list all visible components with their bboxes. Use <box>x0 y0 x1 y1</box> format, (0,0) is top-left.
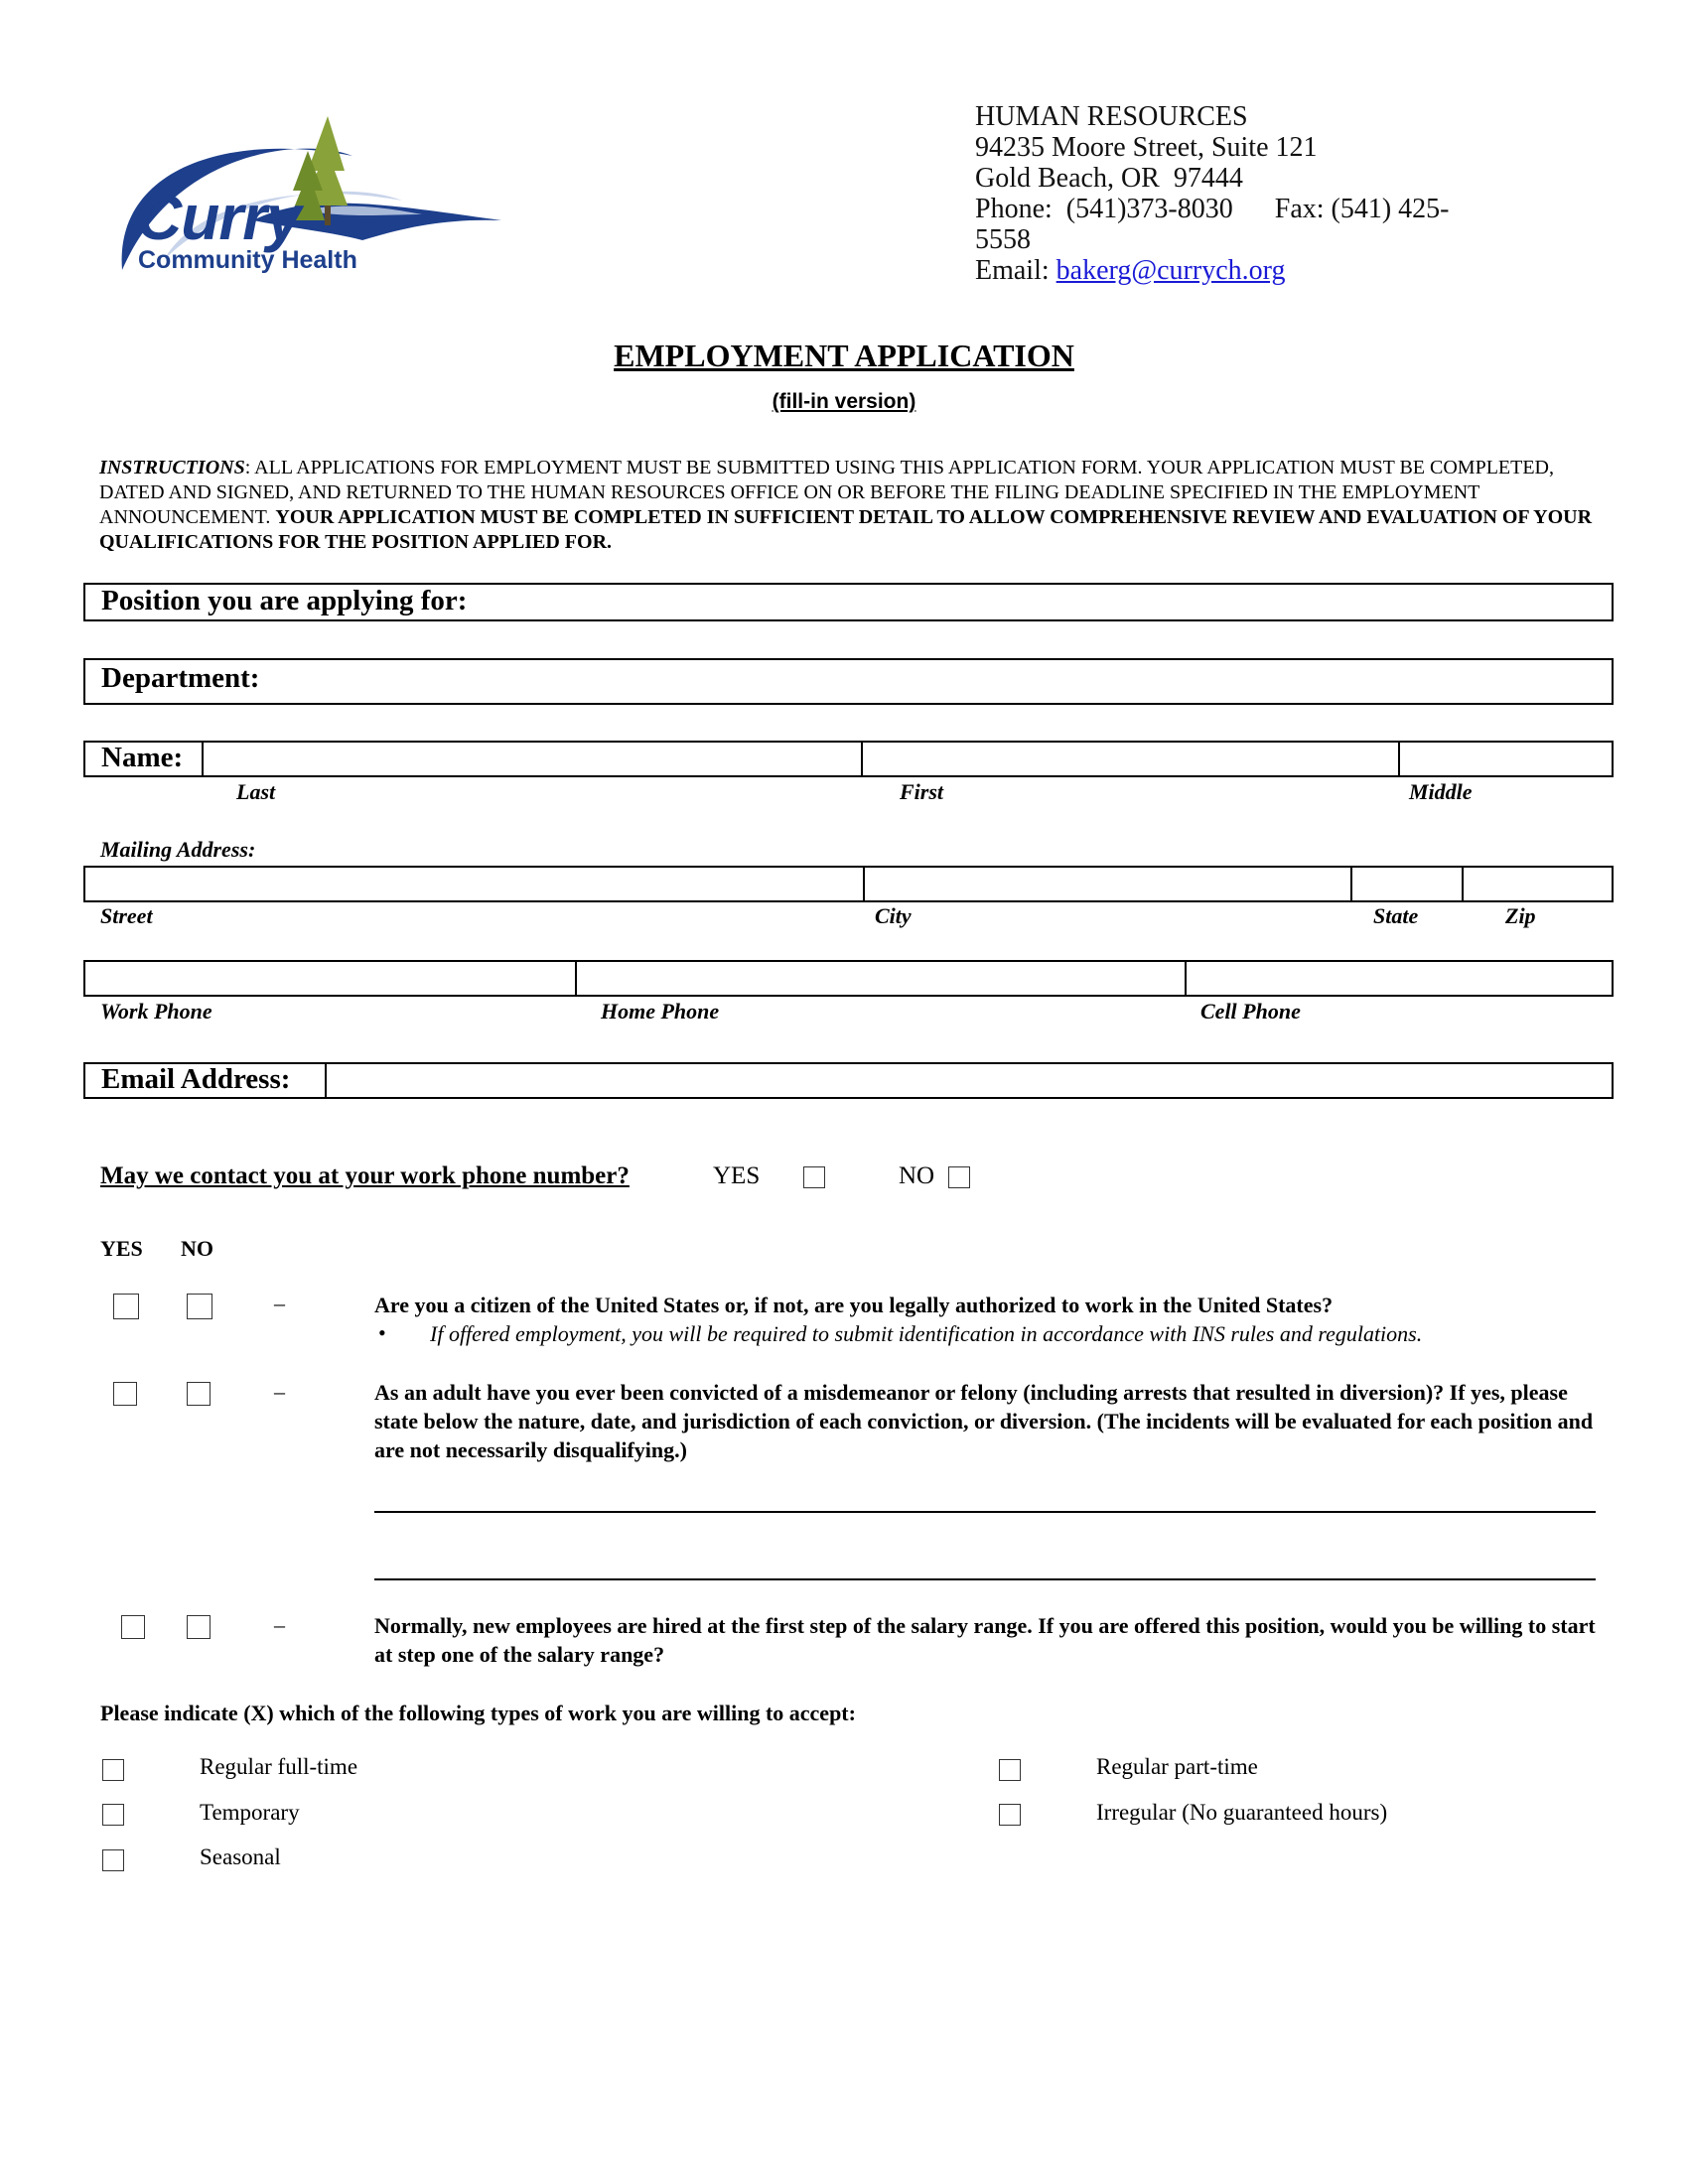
seasonal-checkbox[interactable] <box>102 1849 124 1871</box>
middle-name-input[interactable] <box>1398 743 1612 775</box>
name-row <box>83 741 1614 777</box>
contact-work-no-checkbox[interactable] <box>948 1166 970 1188</box>
mailing-address-label: Mailing Address: <box>100 837 256 862</box>
citizen-question: Are you a citizen of the United States or, if not, are you legally authorized to work in the United States? <box>374 1293 1334 1317</box>
work-phone-caption: Work Phone <box>100 999 212 1024</box>
contact-work-question: May we contact you at your work phone number? <box>100 1162 630 1189</box>
temporary-label: Temporary <box>200 1800 300 1825</box>
contact-work-yes-checkbox[interactable] <box>803 1166 825 1188</box>
home-phone-caption: Home Phone <box>601 999 720 1024</box>
no-column-header: NO <box>181 1236 213 1261</box>
salary-yes-checkbox[interactable] <box>121 1615 145 1639</box>
work-phone-input[interactable] <box>85 962 575 995</box>
first-name-input[interactable] <box>861 743 1399 775</box>
instructions <box>99 456 1599 555</box>
hr-contact-block <box>975 101 1450 286</box>
first-caption: First <box>900 779 944 804</box>
hr-email-label: Email: <box>975 255 1056 286</box>
instructions-lead: INSTRUCTIONS <box>99 457 245 478</box>
hr-city: Gold Beach, OR 97444 <box>975 163 1243 194</box>
hr-email-link[interactable]: bakerg@currych.org <box>1055 255 1286 286</box>
hr-department: HUMAN RESOURCES <box>975 101 1248 132</box>
address-row <box>83 866 1614 902</box>
instructions-body: : ALL APPLICATIONS FOR EMPLOYMENT MUST BE SUBMITTED USING THIS APPLICATION FORM. YOUR APPLICATION MUST BE COMPLETED, DATED AND SIGNED, AND RETURNED TO THE HUMAN RESOURCES OFFICE ON OR BEFORE THE FILING DEADLINE SPECIFIED IN THE EMPLOYMENT ANNOUNCEMENT. <box>99 457 1555 528</box>
zip-input[interactable] <box>1462 868 1612 900</box>
department-field[interactable] <box>83 658 1614 705</box>
city-caption: City <box>875 903 912 928</box>
zip-caption: Zip <box>1505 903 1536 928</box>
hr-phone-fax: Phone: (541)373-8030 Fax: (541) 425- <box>975 194 1450 224</box>
conviction-yes-checkbox[interactable] <box>113 1382 137 1406</box>
q3-dash: – <box>274 1612 285 1637</box>
conviction-answer-line-1[interactable] <box>374 1511 1596 1513</box>
yes-column-header: YES <box>100 1236 143 1261</box>
home-phone-input[interactable] <box>575 962 1187 995</box>
regular-part-time-checkbox[interactable] <box>999 1759 1021 1781</box>
contact-work-no-label: NO <box>899 1162 935 1189</box>
page-title <box>0 338 1688 374</box>
citizen-note: If offered employment, you will be required to submit identification in accordance with INS rules and regulations. <box>430 1321 1423 1346</box>
regular-full-time-label: Regular full-time <box>200 1754 358 1779</box>
email-label: Email Address: <box>101 1063 291 1095</box>
salary-no-checkbox[interactable] <box>187 1615 211 1639</box>
name-label: Name: <box>101 742 184 773</box>
hr-fax-continued: 5558 <box>975 224 1031 255</box>
last-name-input[interactable] <box>202 743 862 775</box>
hr-email-line <box>975 255 1450 286</box>
citizen-yes-checkbox[interactable] <box>113 1294 139 1319</box>
cell-phone-caption: Cell Phone <box>1200 999 1301 1024</box>
logo-subtitle: Community Health <box>138 246 357 274</box>
irregular-checkbox[interactable] <box>999 1804 1021 1826</box>
state-caption: State <box>1373 903 1419 928</box>
state-input[interactable] <box>1350 868 1464 900</box>
contact-work-yes-label: YES <box>713 1162 761 1189</box>
q2-dash: – <box>274 1379 285 1404</box>
position-label: Position you are applying for: <box>101 585 468 616</box>
email-row <box>83 1062 1614 1099</box>
position-field[interactable] <box>83 583 1614 621</box>
irregular-label: Irregular (No guaranteed hours) <box>1096 1800 1388 1825</box>
curry-community-health-logo <box>104 111 501 280</box>
conviction-answer-line-2[interactable] <box>374 1578 1596 1580</box>
middle-caption: Middle <box>1409 779 1473 804</box>
conviction-question: As an adult have you ever been convicted of a misdemeanor or felony (including arrests that resulted in diversion)? If yes, please state below the nature, date, and jurisdiction of each conviction, or diversion. (The incidents will be evaluated for each position and are not necessarily disqualifying.) <box>374 1380 1594 1462</box>
page-title-text: EMPLOYMENT APPLICATION <box>614 338 1074 373</box>
seasonal-label: Seasonal <box>200 1844 281 1869</box>
conviction-no-checkbox[interactable] <box>187 1382 211 1406</box>
street-input[interactable] <box>85 868 863 900</box>
phone-row <box>83 960 1614 997</box>
salary-question: Normally, new employees are hired at the first step of the salary range. If you are offered this position, would you be willing to start at step one of the salary range? <box>374 1613 1596 1667</box>
logo-wordmark: Curry <box>136 182 301 253</box>
cell-phone-input[interactable] <box>1185 962 1612 995</box>
city-input[interactable] <box>863 868 1352 900</box>
last-caption: Last <box>236 779 276 804</box>
hr-street: 94235 Moore Street, Suite 121 <box>975 132 1318 163</box>
temporary-checkbox[interactable] <box>102 1804 124 1826</box>
work-types-prompt: Please indicate (X) which of the following types of work you are willing to accept: <box>100 1701 856 1725</box>
email-input[interactable] <box>325 1064 1612 1097</box>
department-label: Department: <box>101 662 260 694</box>
regular-full-time-checkbox[interactable] <box>102 1759 124 1781</box>
page-subtitle <box>0 390 1688 414</box>
street-caption: Street <box>100 903 153 928</box>
instructions-bold: YOUR APPLICATION MUST BE COMPLETED IN SUFFICIENT DETAIL TO ALLOW COMPREHENSIVE REVIEW AND EVALUATION OF YOUR QUALIFICATIONS FOR THE POSITION APPLIED FOR. <box>99 506 1593 553</box>
regular-part-time-label: Regular part-time <box>1096 1754 1258 1779</box>
q1-dash: – <box>274 1291 285 1315</box>
q1-bullet: • <box>378 1320 386 1345</box>
page-subtitle-text: (fill-in version) <box>772 390 916 413</box>
citizen-no-checkbox[interactable] <box>187 1294 212 1319</box>
